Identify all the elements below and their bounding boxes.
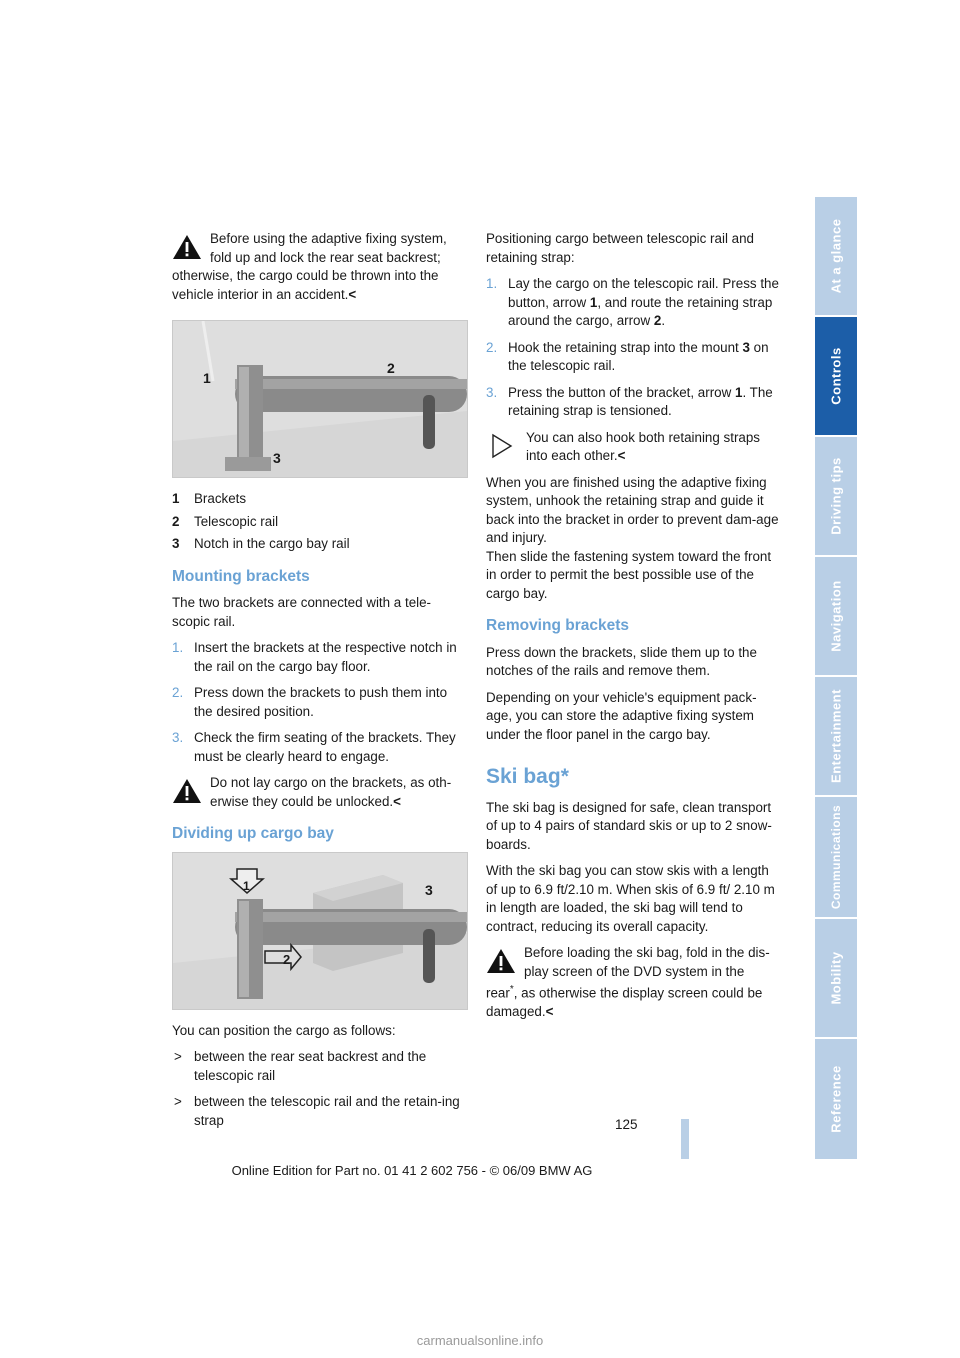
tab-controls[interactable]: Controls bbox=[815, 317, 857, 437]
heading-removing-brackets: Removing brackets bbox=[486, 617, 629, 634]
figure2-label-3: 3 bbox=[425, 881, 433, 898]
legend-item: 3 Notch in the cargo bay rail bbox=[172, 536, 350, 551]
left-column bbox=[172, 230, 468, 1138]
warning-triangle-icon bbox=[486, 948, 516, 974]
removing-paragraph-2: Depending on your vehicle's equipment pack-age, you can store the adaptive fixing system under the floor panel in the cargo bay. bbox=[486, 689, 757, 742]
tab-reference[interactable]: Reference bbox=[815, 1039, 857, 1161]
warning-dvd-screen: Before loading the ski bag, fold in the dis- play screen of the DVD system in the rear*, as otherwise the display screen could be damaged.< bbox=[486, 945, 770, 1019]
watermark: carmanualsonline.info bbox=[416, 1333, 544, 1348]
figure-legend bbox=[172, 490, 468, 554]
page-marker-bar bbox=[681, 1119, 689, 1159]
step-item: 2. Press down the brackets to push them into the desired position. bbox=[172, 685, 448, 719]
note-triangle-icon bbox=[490, 433, 514, 459]
tab-driving-tips[interactable]: Driving tips bbox=[815, 437, 857, 557]
list-item: > between the rear seat backrest and the telescopic rail bbox=[174, 1049, 427, 1083]
ski-paragraph-2: With the ski bag you can stow skis with a length of up to 6.9 ft/2.10 m. When skis of 6.9 ft/ 2.10 m in length are loaded, the ski bag will tend to contract, reducing its overall capacity. bbox=[486, 863, 775, 934]
figure1-label-3: 3 bbox=[273, 450, 281, 466]
ski-paragraph-1: The ski bag is designed for safe, clean transport of up to 4 pairs of standard skis or up to 2 snow-boards. bbox=[486, 799, 772, 852]
step-item: 3. Check the firm seating of the brackets. They must be clearly heard to engage. bbox=[172, 730, 456, 764]
removing-paragraph-1: Press down the brackets, slide them up to the notches of the rails and remove them. bbox=[486, 644, 757, 678]
tab-communications[interactable]: Communications bbox=[815, 797, 857, 919]
tab-navigation[interactable]: Navigation bbox=[815, 557, 857, 677]
mounting-steps bbox=[172, 639, 468, 766]
dividing-illustration bbox=[173, 853, 467, 1009]
heading-dividing-cargo: Dividing up cargo bay bbox=[172, 825, 334, 842]
position-intro: You can position the cargo as follows: bbox=[172, 1022, 396, 1038]
step-item: 1. Insert the brackets at the respective notch in the rail on the cargo bay floor. bbox=[172, 640, 457, 674]
warning-cargo-brackets: Do not lay cargo on the brackets, as oth- erwise they could be unlocked.< bbox=[172, 774, 468, 811]
warning-triangle-icon bbox=[172, 234, 202, 260]
tab-entertainment[interactable]: Entertainment bbox=[815, 677, 857, 797]
finished-paragraph: When you are finished using the adaptive fixing system, unhook the retaining strap and guide it back into the bracket in order to prevent dam-age and injury. bbox=[486, 474, 779, 545]
tab-mobility[interactable]: Mobility bbox=[815, 919, 857, 1039]
list-item: > between the telescopic rail and the retain-ing strap bbox=[174, 1094, 460, 1128]
step-item: 2. Hook the retaining strap into the mount 3 on the telescopic rail. bbox=[486, 339, 769, 373]
section-tabs bbox=[815, 197, 857, 1159]
figure1-label-1: 1 bbox=[203, 370, 211, 386]
position-options bbox=[172, 1048, 468, 1130]
figure-dividing bbox=[172, 852, 468, 1010]
figure1-label-2: 2 bbox=[387, 360, 395, 376]
warning-triangle-icon bbox=[172, 778, 202, 804]
bracket-illustration bbox=[173, 321, 467, 477]
slide-paragraph: Then slide the fastening system toward the front in order to permit the best possible use of the cargo bay. bbox=[486, 548, 772, 601]
legend-item: 1 Brackets bbox=[172, 491, 247, 506]
mounting-intro: The two brackets are connected with a tele-scopic rail. bbox=[172, 595, 432, 629]
heading-mounting-brackets: Mounting brackets bbox=[172, 567, 310, 585]
warning-adaptive-fixing: Before using the adaptive fixing system, fold up and lock the rear seat backrest; otherwise, the cargo could be thrown into the vehicle interior in an accident.< bbox=[172, 231, 447, 302]
right-column bbox=[486, 230, 782, 1029]
figure-brackets bbox=[172, 320, 468, 478]
footer: Online Edition for Part no. 01 41 2 602 756 - © 06/09 BMW AG bbox=[231, 1163, 593, 1178]
step-item: 3. Press the button of the bracket, arrow 1. The retaining strap is tensioned. bbox=[486, 384, 773, 418]
note-hook-straps: You can also hook both retaining straps into each other.< bbox=[486, 429, 782, 466]
heading-ski-bag: Ski bag* bbox=[486, 765, 569, 788]
page-number: 125 bbox=[615, 1117, 638, 1132]
positioning-intro: Positioning cargo between telescopic rail and retaining strap: bbox=[486, 231, 754, 265]
figure2-label-1: 1 bbox=[243, 878, 250, 893]
positioning-steps bbox=[486, 275, 782, 421]
step-item: 1. Lay the cargo on the telescopic rail. Press the button, arrow 1, and route the retaining strap around the cargo, arrow 2. bbox=[486, 276, 779, 328]
figure2-label-2: 2 bbox=[283, 951, 291, 967]
tab-at-a-glance[interactable]: At a glance bbox=[815, 197, 857, 317]
legend-item: 2 Telescopic rail bbox=[172, 513, 279, 529]
